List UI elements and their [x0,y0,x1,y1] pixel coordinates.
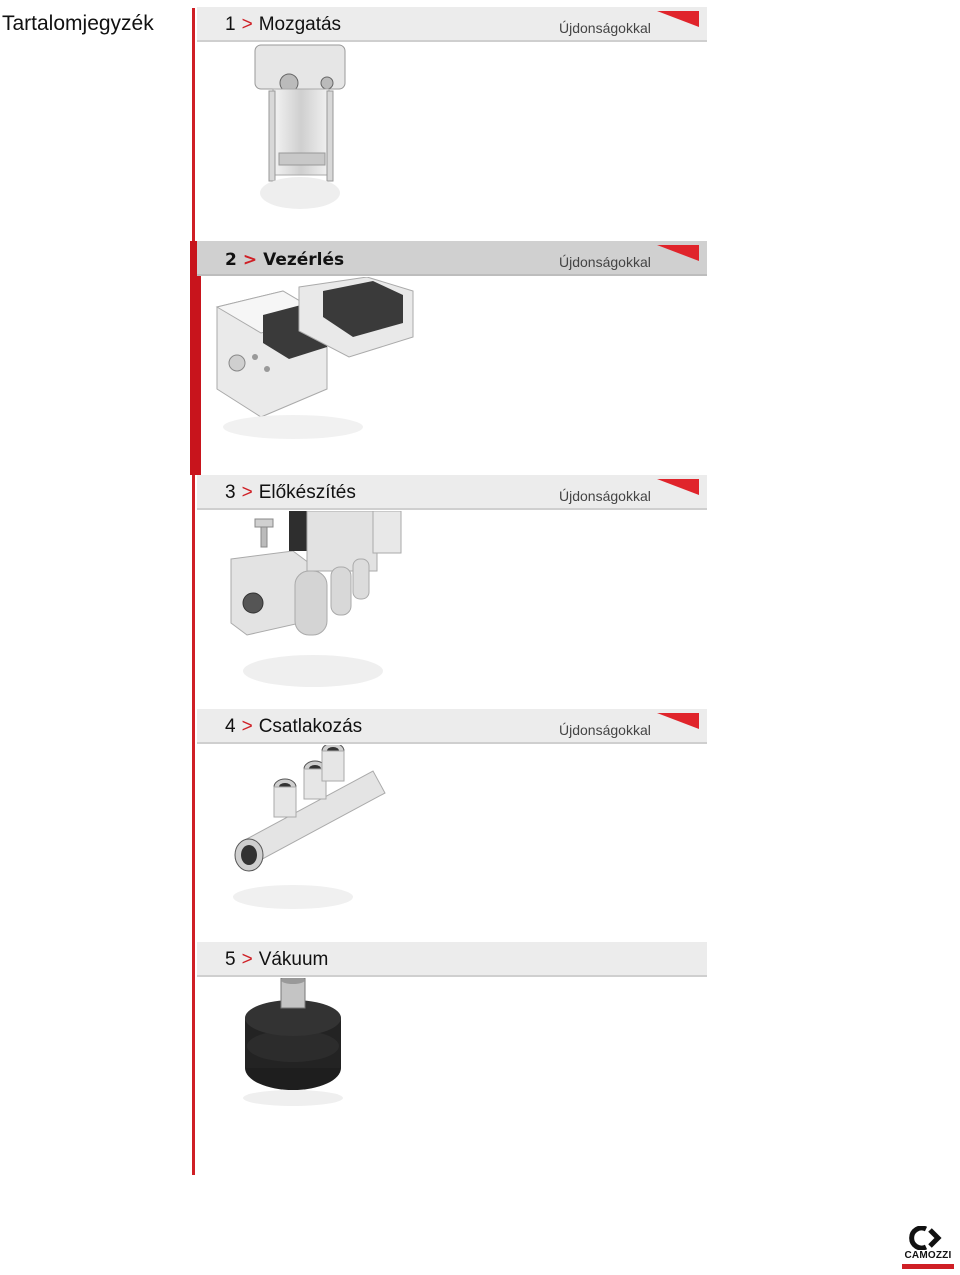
pneumatic-cylinder-icon [203,43,463,233]
flag-icon [657,11,699,27]
section-header-bar[interactable] [197,241,707,276]
logo-mark-icon [898,1226,958,1250]
section-name: Mozgatás [258,14,342,35]
section-number: 5 [225,949,236,970]
section-number: 1 [225,14,236,35]
section-rule [192,8,195,1175]
logo-text: CAMOZZI [904,1250,952,1261]
section-3[interactable] [197,475,707,709]
section-separator: > [242,250,258,270]
section-title[interactable] [225,949,328,971]
news-label: Újdonságokkal [559,722,651,738]
section-title[interactable] [225,716,362,738]
section-name: Vákuum [258,949,329,970]
page-title: Tartalomjegyzék [2,12,154,35]
section-header-bar[interactable] [197,709,707,744]
section-separator: > [241,716,253,737]
logo-underline [902,1264,954,1269]
section-5[interactable] [197,942,707,1176]
vacuum-suction-cup-icon [203,978,463,1168]
news-label: Újdonságokkal [559,254,651,270]
section-separator: > [241,14,253,35]
section-name: Csatlakozás [258,716,363,737]
section-4[interactable] [197,709,707,943]
push-in-fitting-manifold-icon [203,745,463,935]
air-preparation-unit-icon [203,511,463,701]
section-title[interactable] [225,482,356,504]
news-label: Újdonságokkal [559,20,651,36]
news-label: Újdonságokkal [559,488,651,504]
section-header-bar[interactable] [197,942,707,977]
valve-manifold-icon [203,277,463,467]
section-name: Előkészítés [258,482,356,503]
section-separator: > [241,482,253,503]
section-number: 2 [225,250,237,270]
section-number: 4 [225,716,236,737]
section-header-bar[interactable] [197,7,707,42]
flag-icon [657,245,699,261]
section-number: 3 [225,482,236,503]
section-header-bar[interactable] [197,475,707,510]
flag-icon [657,479,699,495]
section-name: Vezérlés [263,250,345,270]
section-title[interactable] [225,250,344,270]
flag-icon [657,713,699,729]
section-2[interactable] [197,241,707,475]
section-separator: > [241,949,253,970]
section-title[interactable] [225,14,341,36]
camozzi-logo [898,1226,958,1272]
section-1[interactable] [197,7,707,241]
